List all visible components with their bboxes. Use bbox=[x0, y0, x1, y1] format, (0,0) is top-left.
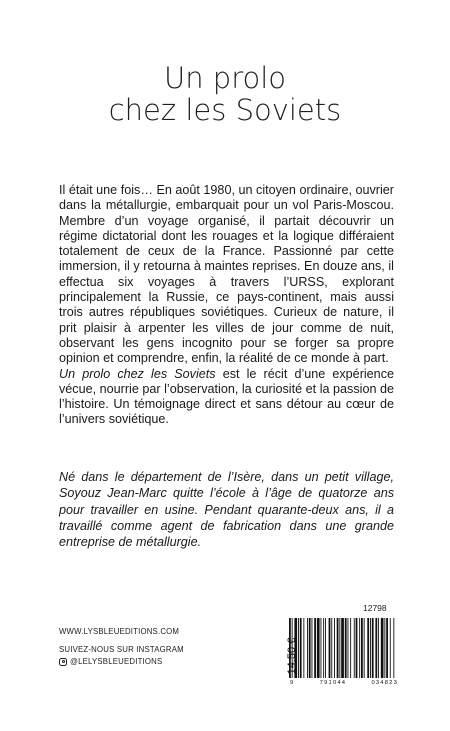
barcode-bar bbox=[375, 618, 377, 678]
title-line-2: chez les Soviets bbox=[108, 93, 342, 127]
blurb-book-title: Un prolo chez les Soviets bbox=[59, 366, 216, 381]
back-cover-blurb bbox=[59, 183, 394, 428]
barcode-bar bbox=[339, 618, 340, 678]
barcode-bar bbox=[298, 618, 299, 678]
barcode-bar bbox=[348, 618, 349, 678]
book-title bbox=[0, 62, 450, 126]
barcode-bar bbox=[367, 618, 369, 678]
blurb-paragraph-2-text: est le récit d’une expérience vécue, nourrie par l’observation, la curiosité et la passion de l’histoire. Un témoignage direct et sans détour au cœur de l’univers soviétique. bbox=[59, 366, 394, 427]
barcode-digit-group-3: 034823 bbox=[371, 680, 398, 686]
barcode-bar bbox=[337, 618, 339, 678]
barcode-bar bbox=[350, 618, 351, 678]
barcode-digits bbox=[290, 680, 398, 686]
barcode-bar bbox=[314, 618, 316, 678]
barcode-bar bbox=[300, 618, 302, 678]
title-line-1: Un prolo bbox=[163, 61, 287, 95]
barcode-bar bbox=[341, 618, 344, 678]
price-label: 14,50 € bbox=[286, 637, 298, 675]
barcode-bar bbox=[307, 618, 308, 678]
book-reference-number: 12798 bbox=[363, 603, 387, 613]
barcode-bar bbox=[325, 618, 326, 678]
barcode-bar bbox=[361, 618, 363, 678]
barcode-bar bbox=[329, 618, 331, 678]
barcode-bar bbox=[354, 618, 355, 678]
barcode-bar bbox=[378, 618, 379, 678]
publisher-website: WWW.LYSBLEUEDITIONS.COM bbox=[59, 627, 180, 636]
barcode-bar bbox=[303, 618, 304, 678]
barcode-bar bbox=[334, 618, 335, 678]
instagram-callout: SUIVEZ-NOUS SUR INSTAGRAM bbox=[59, 645, 184, 654]
barcode-bar bbox=[356, 618, 358, 678]
barcode-bar bbox=[331, 618, 332, 678]
instagram-handle-row bbox=[59, 657, 162, 666]
author-bio: Né dans le département de l’Isère, dans un petit village, Soyouz Jean-Marc quitte l’école à l’âge de quatorze ans pour travailler en usine. Pendant quarante-deux ans, il a travaillé comme agent de fabrication dans une grande entreprise de métallurgie. bbox=[59, 470, 394, 550]
barcode-digit-group-2: 791044 bbox=[319, 680, 347, 686]
barcode-bar bbox=[312, 618, 313, 678]
barcode-bar bbox=[345, 618, 347, 678]
barcode-bar bbox=[317, 618, 320, 678]
barcode-bar bbox=[321, 618, 322, 678]
blurb-paragraph-1: Il était une fois… En août 1980, un citoyen ordinaire, ouvrier dans la métallurgie, embarquait pour un vol Paris-Moscou. Membre d’un voyage organisé, il partait découvrir un régime dictatorial dont les rouages et la logique différaient totalement de ceux de la France. Passionné par cette immersion, il y retourna à maintes reprises. En douze ans, il effectua six voyages à travers l’URSS, explorant principalement la Russie, ce pays-continent, mais aussi trois autres républiques soviétiques. Curieux de nature, il prit plaisir à arpenter les villes de jour comme de nuit, observant les gens incognito pour se forger sa propre opinion et comprendre, enfin, la réalité de ce monde à part. bbox=[59, 183, 394, 366]
barcode-bar bbox=[364, 618, 365, 678]
barcode-bar bbox=[393, 618, 394, 678]
barcode-bar bbox=[323, 618, 324, 678]
barcode-bar bbox=[370, 618, 371, 678]
barcode-bar bbox=[309, 618, 311, 678]
barcode-bar bbox=[384, 618, 385, 678]
instagram-icon bbox=[59, 658, 67, 666]
barcode-bar bbox=[372, 618, 374, 678]
barcode-digit-group-1: 9 bbox=[290, 680, 295, 686]
barcode-bar bbox=[390, 618, 391, 678]
blurb-paragraph-2 bbox=[59, 367, 394, 428]
barcode-bar bbox=[386, 618, 388, 678]
barcode-bar bbox=[359, 618, 360, 678]
instagram-handle: @LELYSBLEUEDITIONS bbox=[70, 657, 163, 666]
barcode-bar bbox=[381, 618, 384, 678]
